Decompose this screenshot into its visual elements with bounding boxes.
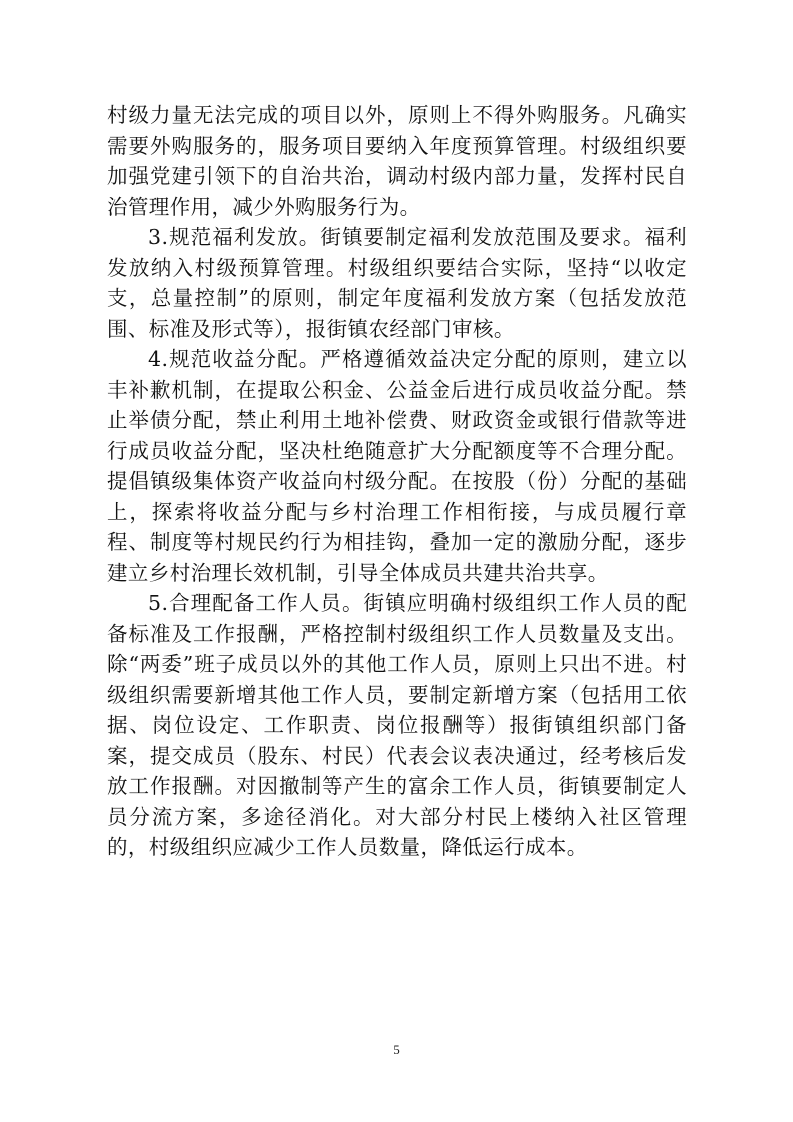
document-body (107, 100, 687, 863)
page-number: 5 (393, 1042, 400, 1057)
paragraph-welfare: 3.规范福利发放。街镇要制定福利发放范围及要求。福利发放纳入村级预算管理。村级组织要结合实际，坚持“以收定支，总量控制”的原则，制定年度福利发放方案（包括发放范围、标准及形式等），报街镇农经部门审核。 (107, 225, 687, 341)
paragraph-staffing: 5.合理配备工作人员。街镇应明确村级组织工作人员的配备标准及工作报酬，严格控制村级组织工作人员数量及支出。除“两委”班子成员以外的其他工作人员，原则上只出不进。村级组织需要新增其他工作人员，要制定新增方案（包括用工依据、岗位设定、工作职责、岗位报酬等）报街镇组织部门备案，提交成员（股东、村民）代表会议表决通过，经考核后发放工作报酬。对因撤制等产生的富余工作人员，街镇要制定人员分流方案，多途径消化。对大部分村民上楼纳入社区管理的，村级组织应减少工作人员数量，降低运行成本。 (107, 591, 687, 859)
paragraph-continuation: 村级力量无法完成的项目以外，原则上不得外购服务。凡确实需要外购服务的，服务项目要纳入年度预算管理。村级组织要加强党建引领下的自治共治，调动村级内部力量，发挥村民自治管理作用，减少外购服务行为。 (107, 103, 687, 219)
paragraph-income-distribution: 4.规范收益分配。严格遵循效益决定分配的原则，建立以丰补歉机制，在提取公积金、公益金后进行成员收益分配。禁止举债分配，禁止利用土地补偿费、财政资金或银行借款等进行成员收益分配，坚决杜绝随意扩大分配额度等不合理分配。提倡镇级集体资产收益向村级分配。在按股（份）分配的基础上，探索将收益分配与乡村治理工作相衔接，与成员履行章程、制度等村规民约行为相挂钩，叠加一定的激励分配，逐步建立乡村治理长效机制，引导全体成员共建共治共享。 (107, 347, 687, 585)
